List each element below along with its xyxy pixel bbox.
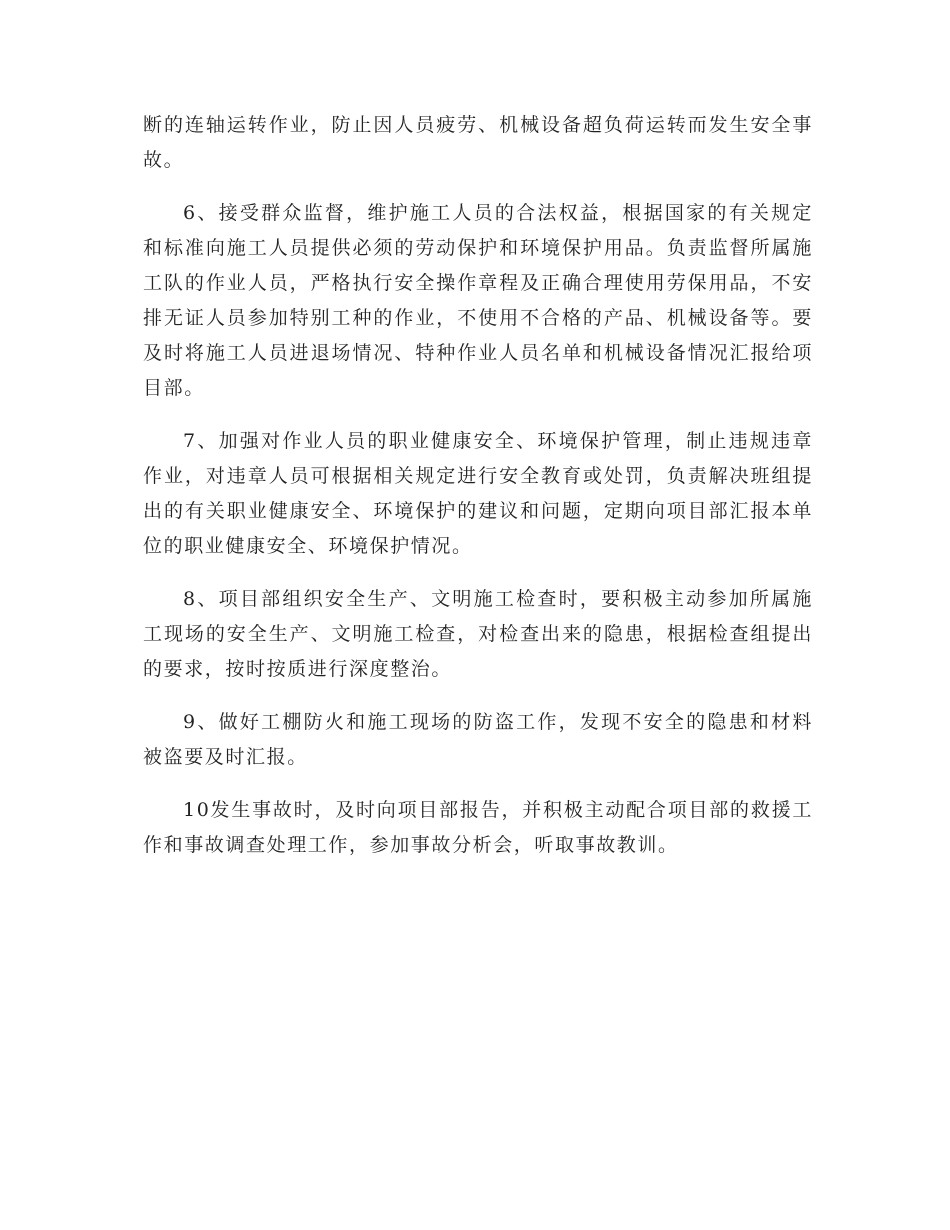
paragraph-item-8: 8、项目部组织安全生产、文明施工检查时，要积极主动参加所属施工现场的安全生产、文明施工检查，对检查出来的隐患，根据检查组提出的要求，按时按质进行深度整治。 <box>143 588 813 680</box>
paragraph-item-10: 10发生事故时，及时向项目部报告，并积极主动配合项目部的救援工作和事故调查处理工作，参加事故分析会，听取事故教训。 <box>143 799 813 856</box>
document-body <box>143 108 813 863</box>
paragraph-item-9: 9、做好工棚防火和施工现场的防盗工作，发现不安全的隐患和材料被盗要及时汇报。 <box>143 711 813 768</box>
paragraph-item-6: 6、接受群众监督，维护施工人员的合法权益，根据国家的有关规定和标准向施工人员提供必须的劳动保护和环境保护用品。负责监督所属施工队的作业人员，严格执行安全操作章程及正确合理使用劳保用品，不安排无证人员参加特别工种的作业，不使用不合格的产品、机械设备等。要及时将施工人员进退场情况、特种作业人员名单和机械设备情况汇报给项目部。 <box>143 202 813 399</box>
paragraph-item-7: 7、加强对作业人员的职业健康安全、环境保护管理，制止违规违章作业，对违章人员可根据相关规定进行安全教育或处罚，负责解决班组提出的有关职业健康安全、环境保护的建议和问题，定期向项目部汇报本单位的职业健康安全、环境保护情况。 <box>143 430 813 557</box>
paragraph-continuation: 断的连轴运转作业，防止因人员疲劳、机械设备超负荷运转而发生安全事故。 <box>143 114 813 171</box>
